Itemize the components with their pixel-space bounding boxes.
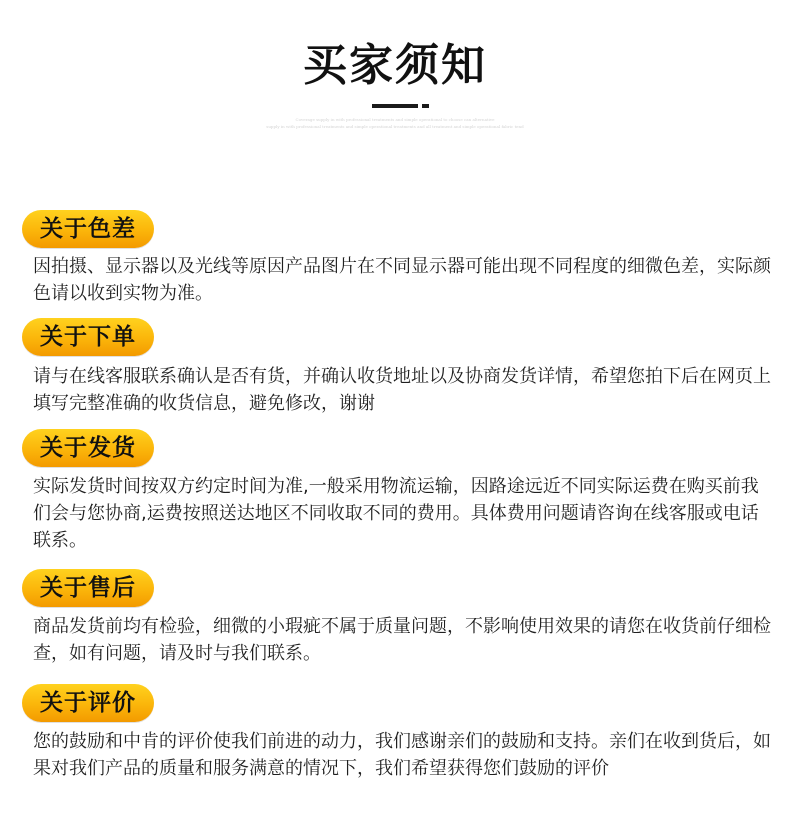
faint-subtitle-line: Coverage supply in with professional treatments and simple operational to choose can alternative xyxy=(295,117,495,122)
section-heading-pill xyxy=(22,569,154,607)
section-heading-pill xyxy=(22,210,154,248)
section-heading: 关于售后 xyxy=(40,575,136,601)
section-heading: 关于下单 xyxy=(40,324,136,350)
section-text: 请与在线客服联系确认是否有货，并确认收货地址以及协商发货详情，希望您拍下后在网页上填写完整准确的收货信息，避免修改，谢谢 xyxy=(33,366,771,414)
section-heading-pill xyxy=(22,429,154,467)
section-text: 因拍摄、显示器以及光线等原因产品图片在不同显示器可能出现不同程度的细微色差，实际颜色请以收到实物为准。 xyxy=(33,256,771,304)
page-title: 买家须知 xyxy=(303,40,487,91)
section-text: 您的鼓励和中肯的评价使我们前进的动力，我们感谢亲们的鼓励和支持。亲们在收到货后，如果对我们产品的质量和服务满意的情况下，我们希望获得您们鼓励的评价 xyxy=(33,731,771,779)
section-heading-pill xyxy=(22,318,154,356)
section-heading: 关于发货 xyxy=(40,435,136,461)
section-heading: 关于评价 xyxy=(40,690,136,716)
faint-subtitle-line: supply in with professional treatments and simple operational treatments and all treatment and simple operational fabric tend xyxy=(266,124,524,129)
section-heading-pill xyxy=(22,684,154,722)
section-text: 商品发货前均有检验，细微的小瑕疵不属于质量问题，不影响使用效果的请您在收货前仔细检查，如有问题，请及时与我们联系。 xyxy=(33,616,771,664)
title-underline xyxy=(372,104,418,108)
section-text: 实际发货时间按双方约定时间为准,一般采用物流运输，因路途远近不同实际运费在购买前我们会与您协商,运费按照送达地区不同收取不同的费用。具体费用问题请咨询在线客服或电话联系。 xyxy=(33,476,759,551)
title-underline-dot xyxy=(422,104,429,108)
section-heading: 关于色差 xyxy=(40,216,136,242)
